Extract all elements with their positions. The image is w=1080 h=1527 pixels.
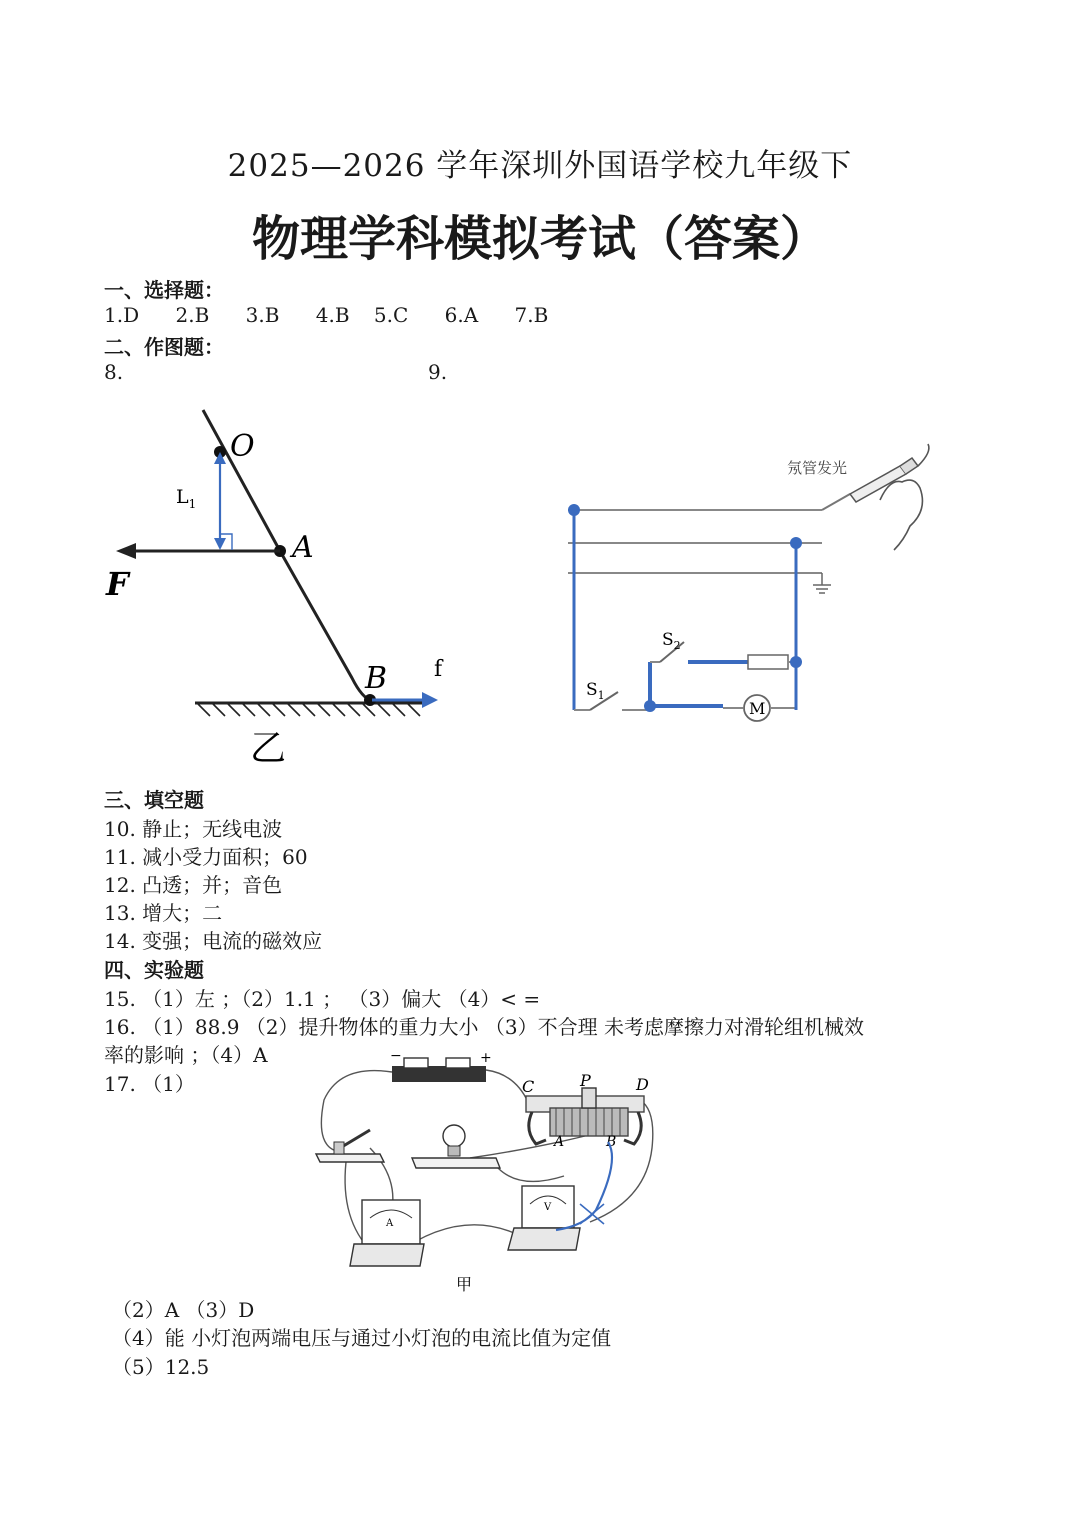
fill-answer-13: 13. 增大；二 [104,901,223,925]
experiment-answer-17-1: 17. （1） [104,1072,195,1096]
fill-answer-14: 14. 变强；电流的磁效应 [104,929,323,953]
q9-label: 9. [428,360,448,384]
choice-answers-row [104,303,548,327]
fig17-battery-minus: − [390,1050,402,1064]
choice-answer: 1.D [104,303,140,327]
choice-answer: 2.B [175,303,210,327]
fill-answer-10: 10. 静止；无线电波 [104,817,283,841]
fig17-battery-plus: + [480,1050,492,1066]
fig9-s2-label: $S_2$ [662,630,681,652]
fig17-label-d: D [636,1075,649,1094]
section-heading-choice: 一、选择题： [104,278,224,302]
fig17-caption: 甲 [456,1275,473,1294]
fig17-label-a: A [554,1134,565,1150]
q8-label: 8. [104,360,124,384]
fill-answer-12: 12. 凸透；并；音色 [104,873,283,897]
fig17-label-c: C [522,1077,535,1096]
fig8-lever-diagram [100,400,445,770]
choice-answer: 5.C [373,303,409,327]
fig17-ammeter-label: A [386,1218,394,1229]
fig17-label-b: B [606,1134,617,1150]
title-line-1: 2025—2026 学年深圳外国语学校九年级下 [227,148,853,184]
title-line-2: 物理学科模拟考试（答案） [251,211,828,267]
experiment-answer-15: 15. （1）左 ；（2）1.1 ； （3）偏大 （4）< = [104,987,541,1011]
section-heading-fill: 三、填空题 [104,788,204,812]
fill-answer-11: 11. 减小受力面积；60 [104,845,308,869]
fig17-label-p: P [580,1071,591,1090]
experiment-answer-17-4: （4）能 小灯泡两端电压与通过小灯泡的电流比值为定值 [112,1326,612,1350]
fig8-label-force-f: F [106,565,129,603]
fig17-voltmeter-label: V [544,1202,552,1213]
fig8-caption: 乙 [250,728,287,769]
section-heading-experiment: 四、实验题 [104,958,204,982]
fig8-label-a: A [292,530,314,565]
fig8-label-l1: $L_1$ [176,486,197,511]
experiment-answer-17-5: （5）12.5 [112,1355,210,1379]
fig9-motor-label: M [749,699,766,718]
fig8-label-b: B [365,661,388,696]
choice-answer: 6.A [444,303,479,327]
fig9-circuit-diagram [550,430,950,730]
choice-answer: 4.B [315,303,350,327]
fig9-tester-label: 氖管发光 [787,459,848,477]
fig9-s1-label: $S_1$ [586,680,605,702]
choice-answer: 3.B [245,303,280,327]
experiment-answer-16-line1: 16. （1）88.9 （2）提升物体的重力大小 （3）不合理 未考虑摩擦力对滑轮组机械效 [104,1015,864,1039]
fig8-label-o: O [230,429,255,464]
fig17-physical-circuit [300,1050,670,1295]
section-heading-drawing: 二、作图题： [104,335,224,359]
fig8-label-friction-f: f [434,657,443,682]
experiment-answer-16-line2: 率的影响 ；（4）A [104,1043,268,1067]
experiment-answer-17-2-3: （2）A （3）D [112,1298,255,1322]
choice-answer: 7.B [514,303,549,327]
